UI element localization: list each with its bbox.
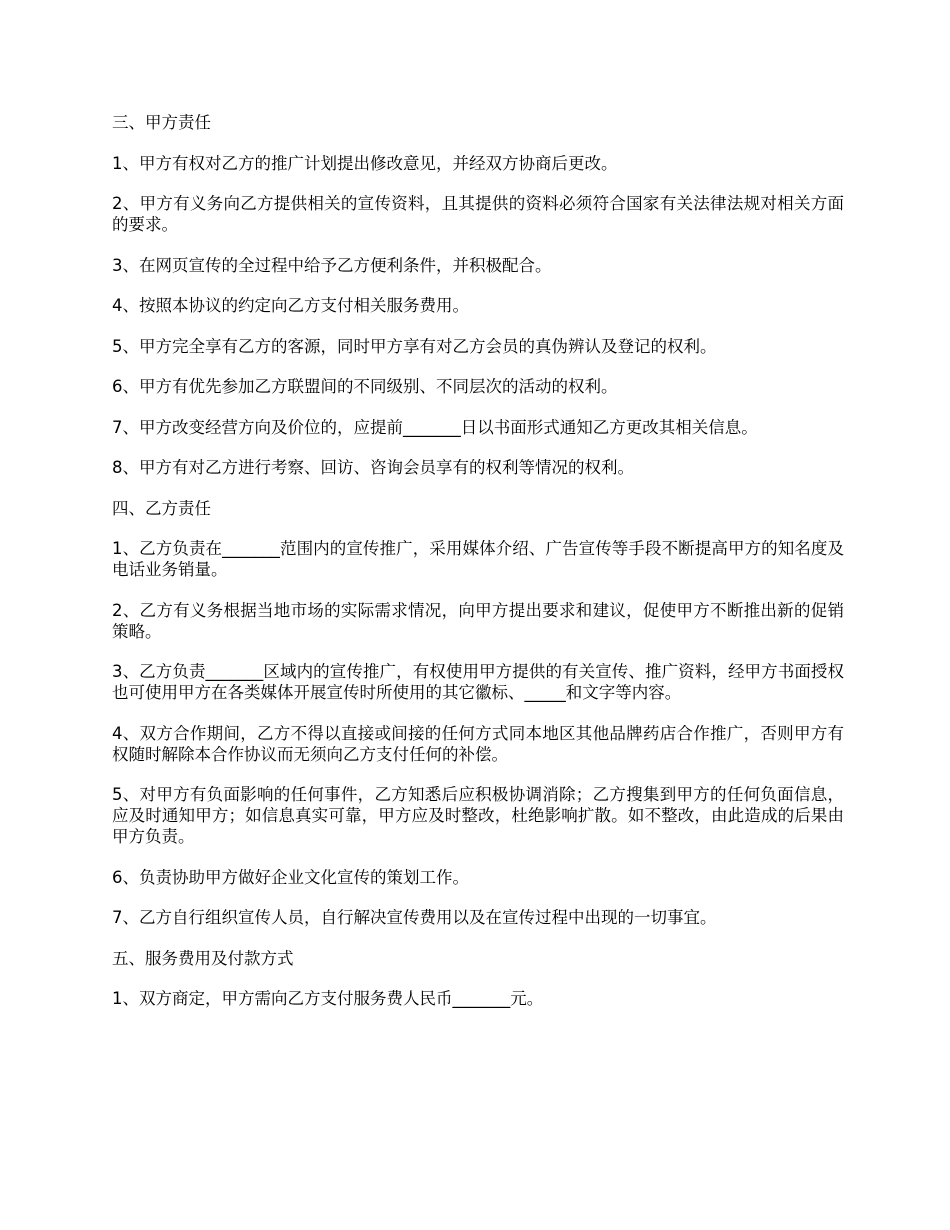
clause-a-4: 4、按照本协议的约定向乙方支付相关服务费用。 xyxy=(112,296,469,315)
clause-a-6: 6、甲方有优先参加乙方联盟间的不同级别、不同层次的活动的权利。 xyxy=(112,377,618,396)
section-heading-fees-payment: 五、服务费用及付款方式 xyxy=(112,948,294,968)
document-page xyxy=(112,112,844,1029)
clause-a-3: 3、在网页宣传的全过程中给予乙方便利条件，并积极配合。 xyxy=(112,255,552,275)
clause-a-7: 7、甲方改变经营方向及价位的，应提前_______日以书面形式通知乙方更改其相关信息。 xyxy=(112,417,758,437)
clause-b-2: 2、乙方有义务根据当地市场的实际需求情况，向甲方提出要求和建议，促使甲方不断推出新的促销策略。 xyxy=(112,600,844,641)
clause-b-3: 3、乙方负责_______区域内的宣传推广，有权使用甲方提供的有关宣传、推广资料，经甲方书面授权也可使用甲方在各类媒体开展宣传时所使用的其它徽标、_____和文字等内容。 xyxy=(112,662,844,702)
clause-a-5: 5、甲方完全享有乙方的客源，同时甲方享有对乙方会员的真伪辨认及登记的权利。 xyxy=(112,336,717,356)
section-heading-party-b-duties: 四、乙方责任 xyxy=(112,498,211,518)
clause-b-7: 7、乙方自行组织宣传人员，自行解决宣传费用以及在宣传过程中出现的一切事宜。 xyxy=(112,908,717,927)
clause-b-4: 4、双方合作期间，乙方不得以直接或间接的任何方式同本地区其他品牌药店合作推广，否则甲方有权随时解除本合作协议而无须向乙方支付任何的补偿。 xyxy=(112,723,844,764)
section-heading-party-a-duties: 三、甲方责任 xyxy=(112,113,211,132)
clause-a-1: 1、甲方有权对乙方的推广计划提出修改意见，并经双方协商后更改。 xyxy=(112,153,618,173)
clause-a-2: 2、甲方有义务向乙方提供相关的宣传资料，且其提供的资料必须符合国家有关法律法规对相关方面的要求。 xyxy=(112,194,844,234)
clause-b-5: 5、对甲方有负面影响的任何事件，乙方知悉后应积极协调消除；乙方搜集到甲方的任何负面信息，应及时通知甲方；如信息真实可靠，甲方应及时整改，杜绝影响扩散。如不整改，由此造成的后果由甲方负责。 xyxy=(112,785,844,846)
clause-b-6: 6、负责协助甲方做好企业文化宣传的策划工作。 xyxy=(112,867,469,887)
clause-a-8: 8、甲方有对乙方进行考察、回访、咨询会员享有的权利等情况的权利。 xyxy=(112,458,634,477)
clause-b-1: 1、乙方负责在_______范围内的宣传推广，采用媒体介绍、广告宣传等手段不断提高甲方的知名度及电话业务销量。 xyxy=(112,539,844,579)
clause-fee-1: 1、双方商定，甲方需向乙方支付服务费人民币_______元。 xyxy=(112,989,544,1008)
